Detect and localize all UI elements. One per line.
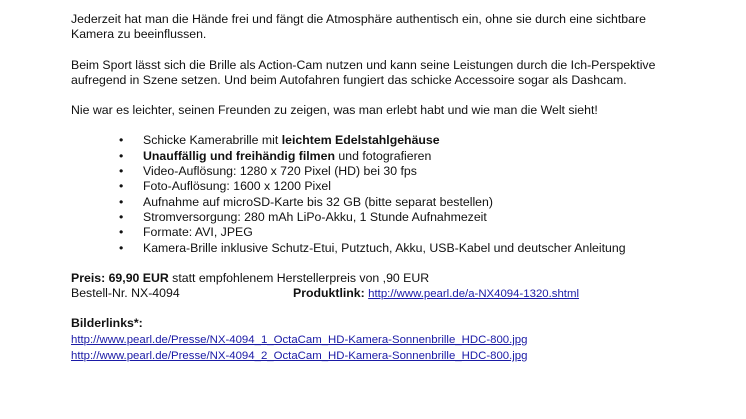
friends-paragraph: Nie war es leichter, seinen Freunden zu zeigen, was man erlebt habt und wie man die Welt sieht!	[71, 103, 598, 118]
product-link-label: Produktlink:	[293, 286, 365, 301]
bullet-icon: •	[119, 225, 124, 240]
order-number: Bestell-Nr. NX-4094	[71, 286, 180, 301]
image-link-1[interactable]: http://www.pearl.de/Presse/NX-4094_1_OctaCam_HD-Kamera-Sonnenbrille_HDC-800.jpg	[71, 333, 528, 346]
bullet-icon: •	[119, 209, 124, 224]
bullet-icon: •	[119, 179, 124, 194]
sport-paragraph: Beim Sport lässt sich die Brille als Action-Cam nutzen und kann seine Leistungen durch die Ich-Perspektive aufregend in Szene setzen. Und beim Autofahren fungiert das schicke Accessoire sogar als Dashcam.	[71, 57, 656, 87]
product-link-group	[293, 286, 579, 302]
feature-item: • Foto-Auflösung: 1600 x 1200 Pixel	[119, 179, 331, 194]
image-link-row	[71, 348, 671, 364]
feature-highlight: Unauffällig und freihändig filmen	[143, 148, 335, 163]
order-line	[71, 286, 671, 301]
feature-item: • Stromversorgung: 280 mAh LiPo-Akku, 1 Stunde Aufnahmezeit	[119, 209, 487, 224]
price-text: statt empfohlenem Herstellerpreis von ,90 EUR	[168, 270, 430, 285]
price-label: Preis: 69,90 EUR	[71, 270, 169, 285]
feature-item: • Schicke Kamerabrille mit leichtem Edelstahlgehäuse	[119, 133, 440, 148]
bullet-icon: •	[119, 164, 124, 179]
image-link-2[interactable]: http://www.pearl.de/Presse/NX-4094_2_OctaCam_HD-Kamera-Sonnenbrille_HDC-800.jpg	[71, 350, 528, 363]
feature-item: • Unauffällig und freihändig filmen und fotografieren	[119, 148, 432, 163]
feature-list	[71, 133, 671, 255]
bullet-icon: •	[119, 194, 124, 209]
bullet-icon: •	[119, 148, 124, 163]
press-release-body	[71, 12, 671, 364]
price-line	[71, 271, 671, 286]
feature-item: • Aufnahme auf microSD-Karte bis 32 GB (bitte separat bestellen)	[119, 194, 493, 209]
bullet-icon: •	[119, 240, 124, 255]
feature-item: • Video-Auflösung: 1280 x 720 Pixel (HD) bei 30 fps	[119, 164, 417, 179]
feature-highlight: leichtem Edelstahlgehäuse	[281, 133, 440, 148]
product-link[interactable]: http://www.pearl.de/a-NX4094-1320.shtml	[368, 288, 579, 301]
bullet-icon: •	[119, 133, 124, 148]
intro-paragraph: Jederzeit hat man die Hände frei und fängt die Atmosphäre authentisch ein, ohne sie durch eine sichtbare Kamera zu beeinflussen.	[71, 12, 646, 42]
image-links-heading: Bilderlinks*:	[71, 316, 143, 331]
feature-item: • Formate: AVI, JPEG	[119, 225, 253, 240]
image-link-row	[71, 332, 671, 348]
feature-item: • Kamera-Brille inklusive Schutz-Etui, Putztuch, Akku, USB-Kabel und deutscher Anleitung	[119, 240, 626, 255]
